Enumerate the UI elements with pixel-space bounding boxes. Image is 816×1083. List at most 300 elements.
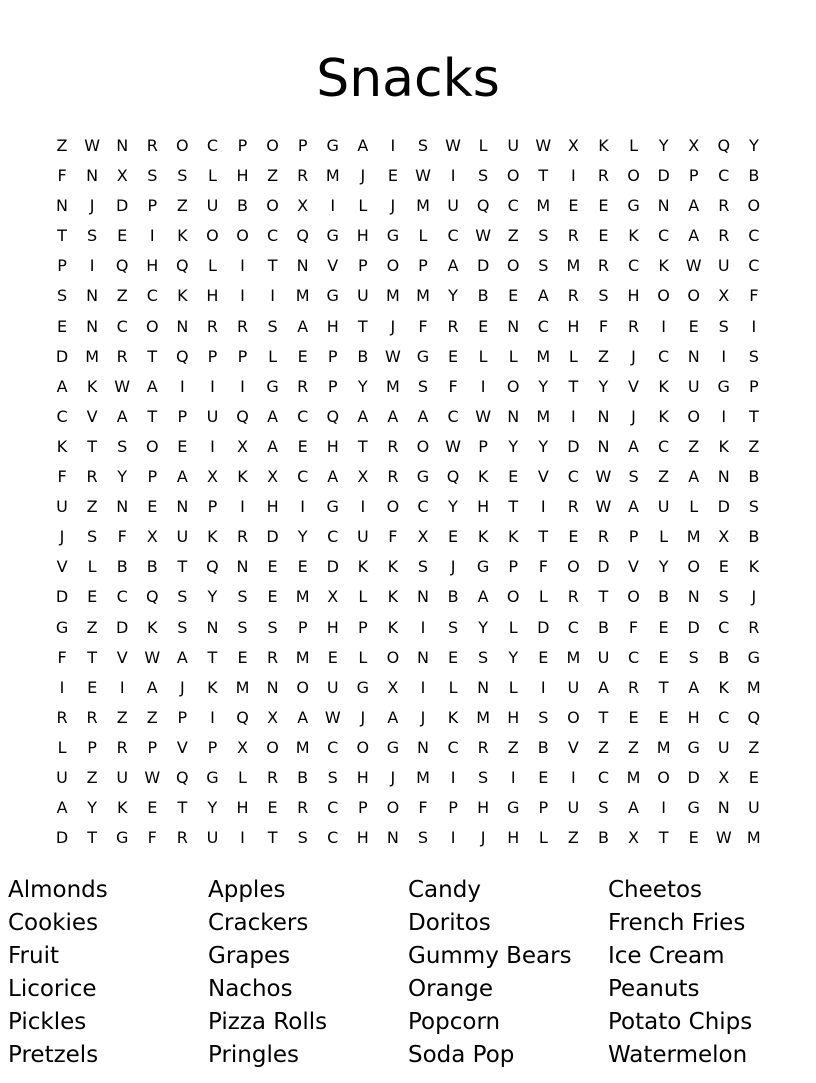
grid-letter: W: [114, 376, 131, 396]
grid-letter: A: [537, 286, 549, 306]
grid-letter: E: [448, 647, 459, 667]
grid-letter: Q: [236, 406, 249, 426]
grid-letter: B: [597, 617, 609, 637]
grid-row: [47, 552, 769, 582]
grid-letter: I: [179, 376, 185, 396]
grid-letter: Z: [507, 737, 519, 757]
grid-letter: L: [508, 677, 518, 697]
grid-letter: W: [144, 647, 161, 667]
grid-letter: P: [538, 798, 549, 818]
grid-letter: I: [210, 707, 215, 727]
grid-letter: S: [538, 226, 549, 246]
grid-letter: P: [327, 346, 338, 366]
grid-letter: T: [147, 346, 158, 366]
grid-letter: E: [568, 196, 579, 216]
word-list-item: Ice Cream: [608, 943, 725, 969]
grid-letter: C: [748, 256, 760, 276]
grid-letter: I: [420, 617, 426, 637]
grid-letter: S: [718, 316, 729, 336]
grid-letter: E: [297, 436, 308, 456]
grid-letter: B: [718, 647, 730, 667]
grid-row: [47, 793, 769, 823]
word-list: [8, 874, 808, 1072]
grid-letter: K: [237, 467, 248, 487]
grid-letter: E: [117, 226, 128, 246]
grid-letter: O: [747, 196, 761, 216]
grid-letter: M: [686, 527, 701, 547]
word-list-item: Pickles: [8, 1009, 87, 1035]
grid-letter: K: [748, 557, 760, 577]
grid-letter: Q: [476, 196, 490, 216]
grid-letter: M: [85, 346, 100, 366]
grid-letter: B: [447, 587, 459, 607]
grid-letter: S: [748, 346, 759, 366]
grid-letter: Y: [658, 557, 669, 577]
grid-letter: H: [567, 316, 580, 336]
grid-letter: A: [267, 406, 279, 426]
grid-letter: I: [210, 436, 215, 456]
grid-letter: F: [418, 798, 428, 818]
grid-letter: M: [536, 346, 551, 366]
grid-letter: C: [658, 436, 670, 456]
grid-letter: O: [145, 316, 159, 336]
grid-letter: O: [386, 647, 400, 667]
grid-row: [47, 462, 769, 492]
grid-letter: T: [598, 707, 609, 727]
grid-letter: R: [477, 737, 489, 757]
grid-letter: A: [146, 376, 158, 396]
grid-letter: P: [237, 136, 248, 155]
grid-letter: F: [448, 376, 458, 396]
grid-letter: L: [508, 617, 518, 637]
grid-letter: K: [177, 286, 188, 306]
grid-letter: O: [206, 226, 219, 246]
grid-letter: L: [478, 346, 488, 366]
grid-letter: U: [326, 677, 339, 697]
grid-letter: O: [386, 497, 400, 517]
grid-letter: Q: [206, 557, 219, 577]
grid-letter: N: [416, 587, 429, 607]
grid-letter: I: [240, 828, 245, 848]
grid-letter: L: [87, 557, 97, 577]
grid-letter: X: [688, 136, 700, 155]
grid-letter: M: [536, 406, 551, 426]
grid-letter: I: [390, 136, 396, 155]
grid-letter: S: [237, 617, 248, 637]
grid-letter: H: [326, 316, 339, 336]
grid-letter: S: [177, 617, 188, 637]
grid-letter: G: [326, 286, 339, 306]
grid-letter: G: [717, 376, 730, 396]
grid-letter: P: [237, 346, 248, 366]
grid-letter: Z: [176, 196, 188, 216]
grid-letter: K: [147, 617, 158, 637]
grid-letter: C: [597, 767, 610, 787]
grid-letter: C: [327, 527, 339, 547]
grid-letter: T: [357, 316, 368, 336]
grid-letter: X: [206, 467, 218, 487]
grid-letter: P: [357, 256, 368, 276]
grid-letter: N: [416, 737, 429, 757]
grid-letter: L: [568, 346, 578, 366]
grid-letter: N: [386, 828, 399, 848]
grid-letter: U: [747, 798, 760, 818]
grid-letter: H: [266, 497, 279, 517]
grid-letter: H: [356, 767, 369, 787]
grid-letter: N: [176, 316, 189, 336]
grid-letter: I: [240, 497, 245, 517]
word-list-item: Doritos: [408, 910, 491, 936]
grid-letter: U: [206, 828, 219, 848]
grid-letter: X: [267, 707, 279, 727]
grid-letter: R: [567, 226, 579, 246]
grid-letter: O: [176, 136, 189, 155]
grid-letter: D: [476, 256, 490, 276]
grid-letter: T: [177, 557, 188, 577]
grid-row: [47, 161, 769, 191]
grid-letter: G: [55, 617, 69, 637]
grid-letter: N: [266, 677, 279, 697]
grid-letter: E: [538, 647, 549, 667]
grid-letter: J: [631, 406, 636, 426]
grid-letter: Z: [567, 828, 579, 848]
grid-letter: H: [326, 436, 339, 456]
grid-letter: Y: [538, 436, 549, 456]
grid-row: [47, 281, 769, 311]
grid-letter: N: [236, 557, 249, 577]
grid-letter: Q: [236, 707, 249, 727]
grid-letter: A: [56, 376, 68, 396]
grid-letter: H: [146, 256, 159, 276]
grid-letter: K: [718, 436, 729, 456]
grid-letter: U: [206, 196, 219, 216]
grid-letter: W: [595, 497, 612, 517]
grid-letter: O: [627, 166, 640, 186]
grid-letter: Z: [146, 707, 158, 727]
grid-letter: R: [146, 136, 158, 155]
grid-letter: U: [507, 136, 520, 155]
grid-letter: Z: [56, 136, 68, 155]
word-list-item: Potato Chips: [608, 1009, 753, 1035]
grid-letter: R: [718, 196, 730, 216]
grid-letter: R: [86, 467, 98, 487]
grid-letter: F: [147, 828, 157, 848]
grid-letter: L: [358, 587, 368, 607]
grid-letter: M: [536, 196, 551, 216]
grid-letter: E: [237, 647, 248, 667]
grid-letter: Z: [86, 617, 98, 637]
grid-letter: K: [86, 376, 98, 396]
grid-letter: I: [450, 767, 456, 787]
grid-letter: S: [237, 587, 248, 607]
grid-letter: H: [356, 828, 369, 848]
grid-letter: K: [447, 707, 459, 727]
grid-letter: M: [566, 256, 581, 276]
grid-letter: V: [537, 467, 549, 487]
grid-letter: K: [56, 436, 68, 456]
grid-letter: A: [56, 798, 68, 818]
grid-letter: S: [327, 767, 338, 787]
grid-letter: V: [628, 376, 639, 396]
grid-letter: C: [658, 346, 670, 366]
grid-letter: S: [87, 226, 98, 246]
grid-letter: U: [567, 798, 580, 818]
grid-letter: C: [447, 737, 459, 757]
grid-letter: X: [116, 166, 128, 186]
grid-letter: Q: [145, 587, 159, 607]
grid-letter: I: [270, 286, 275, 306]
grid-letter: M: [566, 647, 581, 667]
grid-letter: A: [628, 798, 639, 818]
grid-row: [47, 402, 769, 432]
grid-letter: S: [447, 617, 459, 637]
grid-letter: D: [55, 828, 69, 848]
grid-letter: H: [326, 617, 339, 637]
grid-letter: C: [56, 406, 68, 426]
grid-letter: S: [267, 316, 278, 336]
grid-row: [47, 251, 769, 281]
grid-letter: A: [297, 707, 309, 727]
grid-letter: B: [658, 587, 670, 607]
grid-letter: F: [57, 166, 67, 186]
grid-letter: K: [387, 587, 399, 607]
grid-letter: R: [447, 316, 459, 336]
grid-row: [47, 613, 769, 643]
grid-letter: Y: [448, 286, 458, 306]
grid-letter: T: [598, 587, 609, 607]
grid-letter: F: [538, 557, 548, 577]
grid-letter: G: [326, 497, 339, 517]
grid-letter: W: [475, 226, 492, 246]
grid-letter: F: [749, 286, 759, 306]
word-list-item: Licorice: [8, 976, 97, 1002]
grid-letter: Z: [748, 436, 760, 456]
grid-letter: R: [567, 497, 579, 517]
grid-letter: B: [748, 467, 760, 487]
grid-letter: P: [207, 737, 218, 757]
grid-letter: M: [385, 376, 400, 396]
grid-letter: Q: [717, 136, 731, 155]
grid-letter: C: [116, 587, 128, 607]
grid-letter: O: [506, 256, 520, 276]
grid-letter: I: [240, 286, 245, 306]
grid-letter: F: [628, 617, 639, 637]
grid-letter: D: [116, 617, 129, 637]
grid-letter: M: [325, 166, 340, 186]
grid-letter: P: [297, 136, 308, 155]
grid-letter: T: [87, 828, 97, 848]
grid-letter: X: [718, 527, 730, 547]
grid-letter: L: [478, 136, 488, 155]
grid-letter: C: [327, 798, 339, 818]
grid-letter: J: [390, 767, 396, 787]
grid-letter: O: [567, 557, 580, 577]
grid-letter: D: [717, 497, 730, 517]
grid-letter: W: [445, 136, 461, 155]
grid-letter: I: [59, 677, 65, 697]
word-list-item: Pringles: [208, 1042, 300, 1068]
grid-letter: U: [687, 376, 700, 396]
grid-letter: V: [116, 647, 128, 667]
grid-letter: S: [117, 436, 128, 456]
grid-letter: L: [268, 346, 278, 366]
grid-letter: A: [387, 707, 399, 727]
grid-letter: C: [537, 316, 549, 336]
grid-letter: Q: [176, 346, 189, 366]
grid-letter: N: [687, 346, 700, 366]
grid-letter: C: [297, 467, 309, 487]
grid-letter: P: [297, 617, 308, 637]
grid-letter: R: [297, 166, 309, 186]
grid-letter: O: [567, 707, 580, 727]
grid-letter: M: [416, 767, 430, 787]
grid-letter: E: [297, 346, 308, 366]
grid-letter: N: [687, 587, 700, 607]
grid-letter: Y: [117, 467, 128, 487]
word-list-item: Cookies: [8, 910, 99, 936]
grid-letter: C: [507, 196, 519, 216]
grid-letter: G: [687, 798, 700, 818]
grid-letter: A: [176, 467, 188, 487]
grid-letter: Z: [86, 497, 98, 517]
word-list-item: Orange: [408, 976, 493, 1002]
grid-letter: R: [297, 376, 309, 396]
grid-letter: L: [238, 767, 247, 787]
grid-letter: J: [390, 316, 396, 336]
grid-letter: J: [631, 346, 636, 366]
grid-letter: H: [687, 707, 700, 727]
grid-letter: I: [330, 196, 336, 216]
grid-letter: W: [415, 166, 431, 186]
grid-letter: O: [506, 587, 520, 607]
grid-letter: Q: [296, 226, 309, 246]
grid-letter: K: [207, 527, 218, 547]
grid-letter: D: [567, 436, 580, 456]
grid-letter: H: [477, 798, 490, 818]
grid-letter: R: [267, 767, 279, 787]
grid-letter: E: [718, 557, 729, 577]
grid-letter: Z: [597, 737, 609, 757]
grid-letter: G: [507, 798, 520, 818]
grid-letter: E: [448, 527, 459, 547]
grid-row: [47, 221, 769, 251]
grid-letter: G: [476, 557, 490, 577]
grid-letter: L: [538, 587, 548, 607]
grid-letter: A: [327, 467, 339, 487]
grid-letter: U: [206, 406, 219, 426]
grid-letter: K: [207, 677, 218, 697]
grid-letter: E: [297, 557, 308, 577]
grid-letter: Z: [116, 707, 128, 727]
word-list-item: Candy: [408, 877, 481, 903]
grid-letter: C: [447, 226, 459, 246]
grid-letter: Z: [507, 226, 519, 246]
grid-letter: B: [297, 767, 309, 787]
grid-letter: I: [571, 767, 576, 787]
grid-letter: X: [718, 767, 730, 787]
grid-letter: G: [206, 767, 219, 787]
grid-letter: E: [688, 828, 699, 848]
grid-letter: Q: [446, 467, 460, 487]
grid-letter: I: [540, 677, 546, 697]
grid-letter: N: [176, 497, 189, 517]
grid-letter: S: [417, 136, 429, 155]
grid-letter: R: [116, 346, 128, 366]
grid-letter: X: [146, 527, 158, 547]
grid-letter: W: [445, 436, 461, 456]
word-list-item: Crackers: [208, 910, 309, 936]
grid-letter: T: [748, 406, 759, 426]
grid-letter: I: [571, 166, 576, 186]
grid-letter: A: [267, 436, 279, 456]
grid-row: [47, 763, 769, 793]
grid-letter: T: [267, 256, 278, 276]
word-list-item: Cheetos: [608, 877, 703, 903]
grid-letter: H: [507, 828, 520, 848]
grid-letter: U: [356, 527, 369, 547]
grid-letter: P: [628, 527, 639, 547]
grid-letter: H: [236, 166, 249, 186]
grid-letter: W: [715, 828, 732, 848]
grid-letter: L: [358, 647, 368, 667]
word-list-item: Apples: [208, 877, 286, 903]
grid-letter: P: [87, 737, 97, 757]
grid-letter: X: [387, 677, 399, 697]
grid-letter: A: [116, 406, 128, 426]
grid-letter: C: [116, 316, 128, 336]
grid-row: [47, 733, 769, 763]
grid-letter: M: [295, 647, 310, 667]
word-list-item: Popcorn: [408, 1009, 501, 1035]
grid-letter: C: [748, 226, 760, 246]
grid-letter: K: [598, 136, 609, 155]
grid-letter: A: [477, 587, 489, 607]
grid-letter: S: [147, 166, 158, 186]
grid-letter: J: [420, 707, 426, 727]
grid-letter: X: [327, 587, 339, 607]
grid-letter: P: [147, 196, 158, 216]
grid-letter: A: [176, 647, 188, 667]
grid-letter: V: [176, 737, 188, 757]
grid-letter: V: [628, 557, 639, 577]
grid-letter: T: [658, 828, 669, 848]
grid-letter: G: [386, 226, 400, 246]
grid-letter: B: [748, 166, 760, 186]
grid-letter: Y: [87, 798, 97, 818]
grid-letter: R: [387, 436, 399, 456]
grid-letter: W: [84, 136, 101, 155]
grid-letter: E: [147, 798, 158, 818]
grid-letter: K: [658, 406, 669, 426]
grid-letter: L: [538, 828, 548, 848]
grid-letter: F: [57, 647, 67, 667]
grid-letter: T: [147, 406, 158, 426]
grid-letter: F: [418, 316, 428, 336]
word-list-item: Gummy Bears: [408, 943, 572, 969]
grid-letter: Y: [207, 587, 218, 607]
grid-letter: S: [56, 286, 68, 306]
grid-letter: D: [537, 617, 550, 637]
grid-letter: N: [717, 798, 730, 818]
grid-letter: R: [176, 828, 188, 848]
grid-row: [47, 703, 769, 733]
grid-letter: D: [687, 767, 700, 787]
grid-letter: P: [207, 346, 218, 366]
grid-letter: T: [658, 677, 669, 697]
grid-letter: M: [385, 286, 400, 306]
grid-letter: E: [327, 647, 338, 667]
grid-letter: A: [597, 677, 609, 697]
